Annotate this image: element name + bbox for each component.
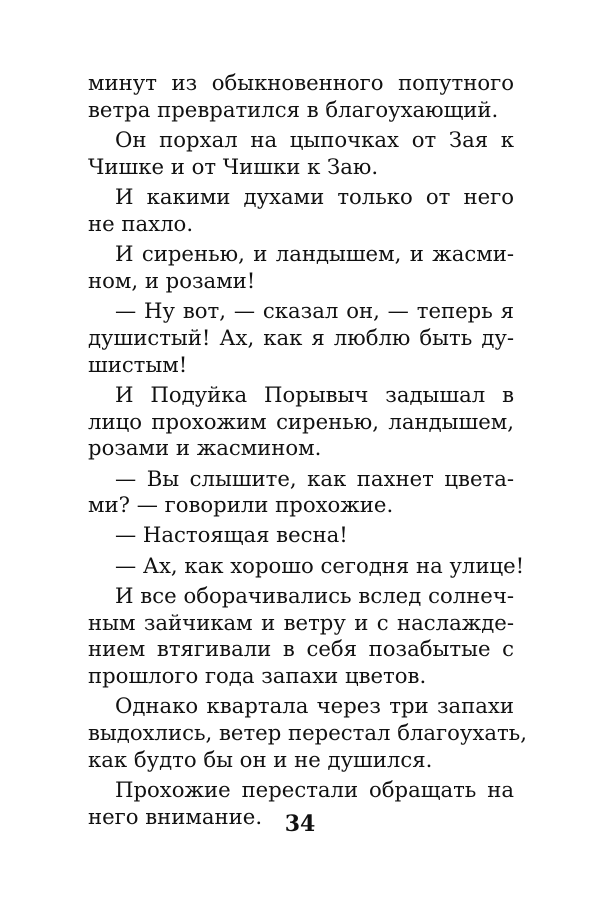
paragraph [88, 522, 514, 549]
paragraph [88, 382, 514, 462]
text-line: шистым! [88, 351, 188, 377]
text-line: — Настоящая весна! [115, 522, 348, 548]
text-line: И Подуйка Порывыч задышал в [115, 381, 514, 407]
paragraph [88, 241, 514, 295]
text-line: ветра превратился в благоухающий. [88, 96, 499, 122]
text-line: розами и жасмином. [88, 435, 322, 461]
text-line: И все оборачивались вслед солнеч- [115, 582, 514, 608]
paragraph [88, 693, 527, 773]
text-line: лицо прохожим сиренью, ландышем, [88, 408, 514, 434]
paragraph [88, 70, 514, 124]
text-line: как будто бы он и не душился. [88, 747, 433, 773]
text-line: Чишке и от Чишки к Заю. [88, 153, 379, 179]
text-line: ном, и розами! [88, 267, 256, 293]
paragraph [88, 298, 514, 378]
paragraph [88, 552, 525, 580]
text-line: минут из обыкновенного попутного [88, 70, 514, 95]
text-line: И какими духами только от него [115, 183, 514, 209]
paragraph [88, 466, 514, 520]
text-line: — Ах, как хорошо сегодня на улице! [115, 552, 525, 578]
paragraph [88, 127, 514, 181]
text-line: — Ну вот, — сказал он, — теперь я [115, 297, 514, 323]
text-line: — Вы слышите, как пахнет цвета- [115, 465, 514, 491]
text-line: него внимание. [88, 804, 263, 830]
text-line: выдохлись, ветер перестал благоухать, [88, 720, 527, 746]
book-page-text [88, 70, 527, 831]
text-line: прошлого года запахи цветов. [88, 663, 427, 689]
text-line: ми? — говорили прохожие. [88, 492, 394, 518]
paragraph [88, 184, 514, 238]
text-line: Прохожие перестали обращать на [115, 777, 514, 803]
page-number: 34 [284, 811, 316, 837]
text-line: не пахло. [88, 210, 194, 236]
text-line: Однако квартала через три запахи [115, 693, 514, 719]
text-line: И сиренью, и ландышем, и жасми- [115, 240, 514, 266]
paragraph [88, 583, 514, 690]
text-line: Он порхал на цыпочках от Зая к [115, 126, 514, 152]
text-line: душистый! Ах, как я люблю быть ду- [88, 324, 514, 350]
text-line: ным зайчикам и ветру и с наслажде- [88, 609, 514, 635]
text-line: нием втягивали в себя позабытые с [88, 636, 514, 662]
